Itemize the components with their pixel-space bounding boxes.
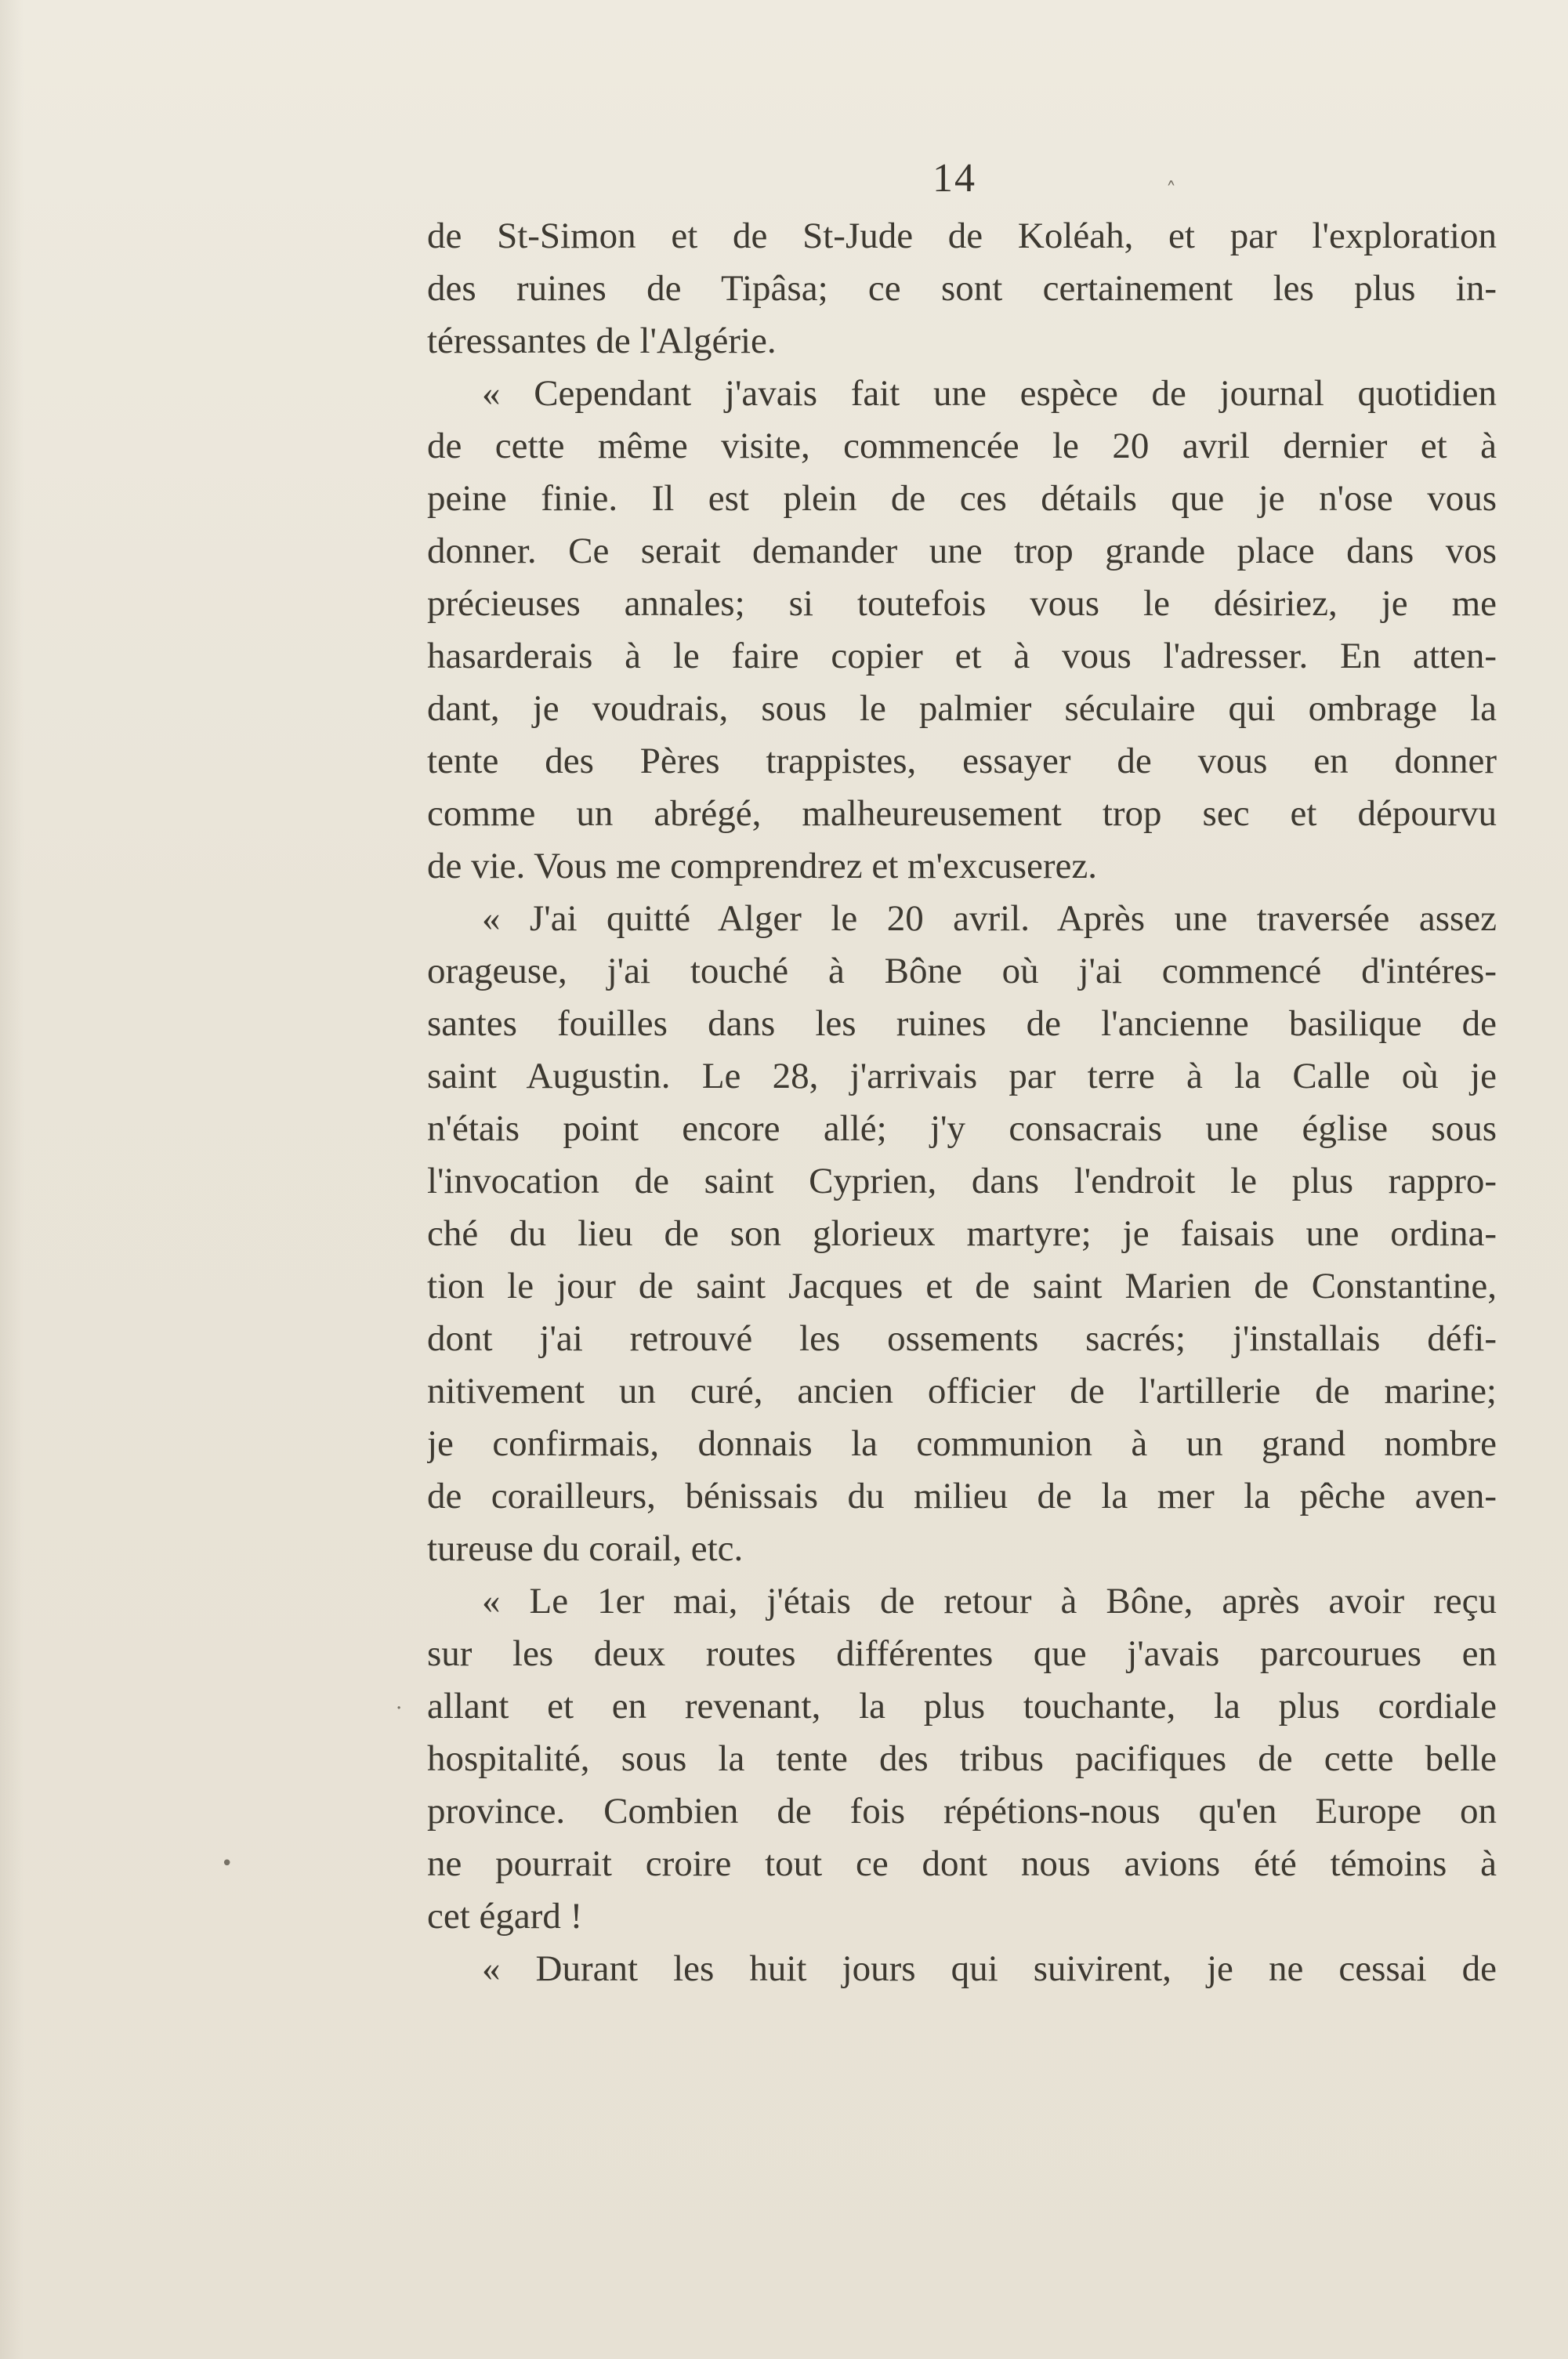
print-speck: • <box>221 1852 234 1875</box>
text-line: hasarderais à le faire copier et à vous l'adresser. En atten- <box>427 636 1497 676</box>
text-line: ne pourrait croire tout ce dont nous avions été témoins à <box>427 1843 1497 1884</box>
text-line: dant, je voudrais, sous le palmier séculaire qui ombrage la <box>427 688 1497 729</box>
text-line: de corailleurs, bénissais du milieu de la mer la pêche aven- <box>427 1476 1497 1516</box>
body-text <box>427 210 1497 1995</box>
text-line: l'invocation de saint Cyprien, dans l'endroit le plus rappro- <box>427 1161 1497 1201</box>
text-line: donner. Ce serait demander une trop grande place dans vos <box>427 531 1497 571</box>
text-line: peine finie. Il est plein de ces détails que je n'ose vous <box>427 478 1497 519</box>
text-line: de cette même visite, commencée le 20 avril dernier et à <box>427 426 1497 466</box>
text-line: de St-Simon et de St-Jude de Koléah, et par l'exploration <box>427 216 1497 256</box>
text-line: de vie. Vous me comprendrez et m'excuserez. <box>427 846 1098 886</box>
text-line: précieuses annales; si toutefois vous le désiriez, je me <box>427 583 1497 624</box>
print-speck: · <box>396 1697 403 1720</box>
text-line: « Le 1er mai, j'étais de retour à Bône, après avoir reçu <box>482 1581 1497 1622</box>
text-line: cet égard ! <box>427 1896 583 1937</box>
text-line: dont j'ai retrouvé les ossements sacrés; j'installais défi- <box>427 1318 1497 1359</box>
text-line: tente des Pères trappistes, essayer de vous en donner <box>427 741 1497 781</box>
text-line: sur les deux routes différentes que j'avais parcourues en <box>427 1633 1497 1674</box>
page-edge-shadow <box>0 0 24 2359</box>
text-line: allant et en revenant, la plus touchante, la plus cordiale <box>427 1686 1497 1727</box>
text-line: province. Combien de fois répétions-nous qu'en Europe on <box>427 1791 1497 1832</box>
text-line: tureuse du corail, etc. <box>427 1528 744 1569</box>
text-line: je confirmais, donnais la communion à un grand nombre <box>427 1423 1497 1464</box>
text-line: orageuse, j'ai touché à Bône où j'ai commencé d'intéres- <box>427 951 1497 991</box>
print-speck: ˄ <box>1166 179 1176 202</box>
text-line: ché du lieu de son glorieux martyre; je faisais une ordina- <box>427 1213 1497 1254</box>
page-number: 14 <box>932 156 976 201</box>
text-line: nitivement un curé, ancien officier de l'artillerie de marine; <box>427 1371 1497 1411</box>
text-line: hospitalité, sous la tente des tribus pacifiques de cette belle <box>427 1738 1497 1779</box>
text-line: saint Augustin. Le 28, j'arrivais par terre à la Calle où je <box>427 1056 1497 1096</box>
text-line: téressantes de l'Algérie. <box>427 321 777 361</box>
text-line: « Cependant j'avais fait une espèce de journal quotidien <box>482 373 1497 414</box>
text-line: santes fouilles dans les ruines de l'ancienne basilique de <box>427 1003 1497 1044</box>
text-line: « J'ai quitté Alger le 20 avril. Après une traversée assez <box>482 898 1497 939</box>
text-line: comme un abrégé, malheureusement trop sec et dépourvu <box>427 793 1497 834</box>
text-line: n'étais point encore allé; j'y consacrais une église sous <box>427 1108 1497 1149</box>
text-line: tion le jour de saint Jacques et de saint Marien de Constantine, <box>427 1266 1497 1306</box>
text-line: « Durant les huit jours qui suivirent, je ne cessai de <box>482 1948 1497 1989</box>
text-line: des ruines de Tipâsa; ce sont certainement les plus in- <box>427 268 1497 309</box>
